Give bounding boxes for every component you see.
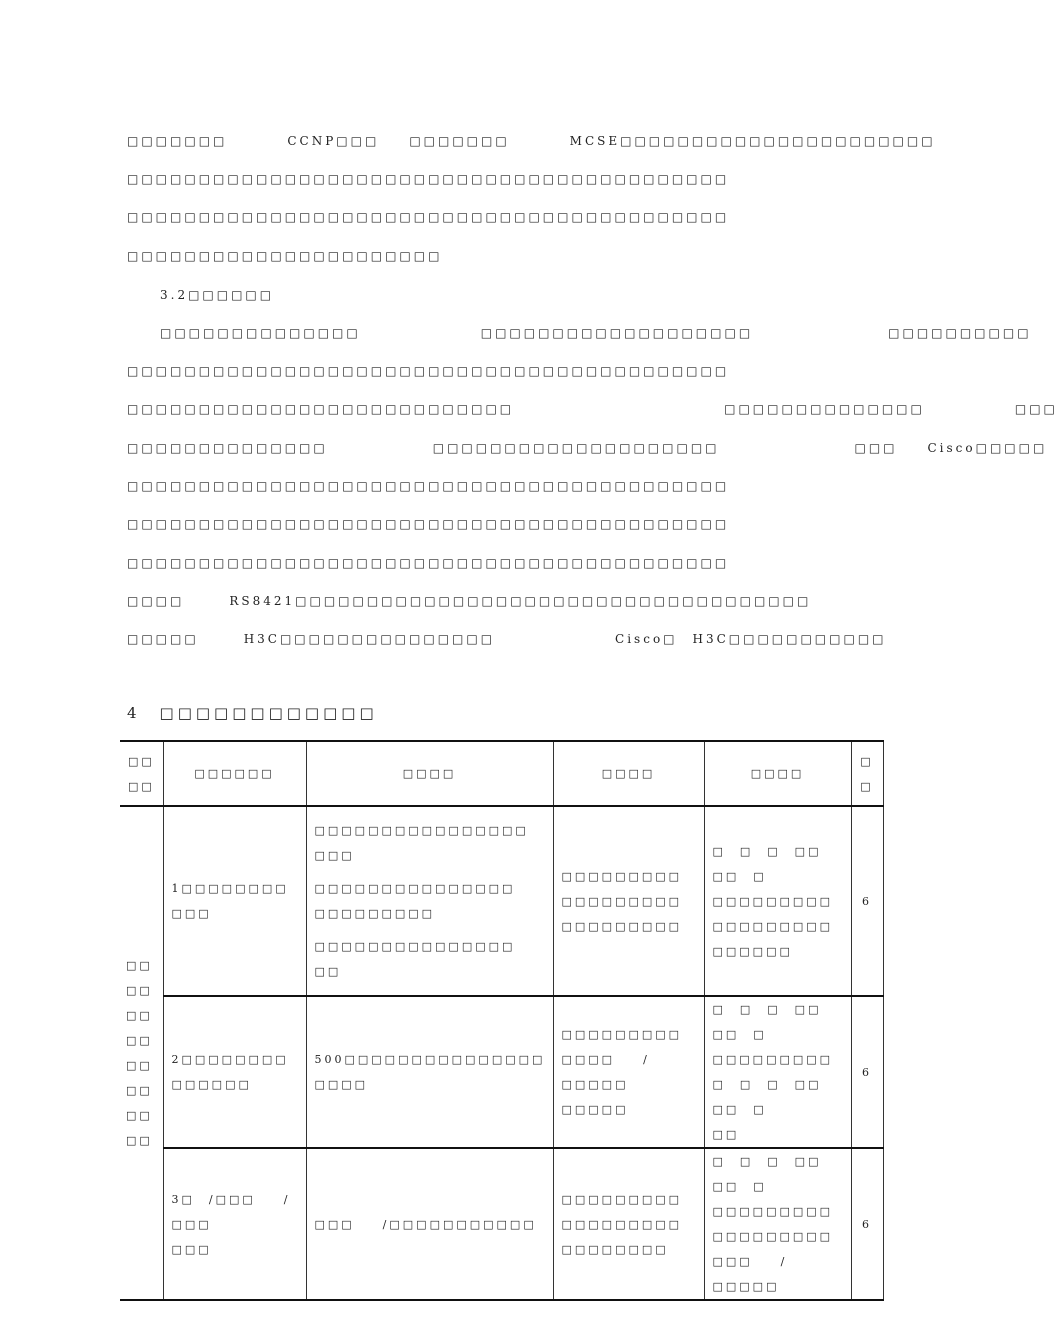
item-cell: 1□□□□□□□□ □□□ [163, 806, 306, 996]
paragraph-line: □□□□□□□□□□□□□□□□□□□□□□□□□□□□□□□□□□□□□□□□□□ [127, 479, 730, 493]
paragraph-line: □□□□□□□□□□□□□□□□□□□□□□□□□□□□□□□□□□□□□□□□□□ [127, 210, 730, 224]
paragraph-line: □□□□□□□□□□□□□□□□□□□□□□□□□□□□□□□□□□□□□□□□□□ [127, 556, 730, 570]
header-cell: □□□□ [306, 741, 553, 806]
paragraph-line: □□□□□□□□□□□□□□□□□□□□□□□□□□□ □□□□□□□□□□□□□□ □□□ [127, 402, 1058, 416]
paragraph-line: □□□□□□□□□□□□□□□□□□□□□□□□□□□□□□□□□□□□□□□□□□ [127, 364, 730, 378]
requirement-cell: □□□□□□□□□ □□□□□□□□□ □□□□□□□□ [553, 1148, 704, 1300]
content-paragraph: □□□□□□□□□□□□□□□ □□□□□□□□□ [314, 882, 516, 920]
paragraph-line: □□□□□□□□□□□□□□□□□□□□□□□□□□□□□□□□□□□□□□□□□□ [127, 517, 730, 531]
header-cell: □ □ [851, 741, 883, 806]
content-cell [306, 996, 553, 1148]
table-row [120, 996, 883, 1148]
category-cell: □□ □□ □□ □□ □□ □□ □□ □□ [120, 806, 163, 1300]
section-heading: 4 □□□□□□□□□□□□ [127, 704, 378, 722]
content-paragraph: □□□ /□□□□□□□□□□□ [314, 1217, 537, 1231]
paragraph-line: □□□□□□□□□□□□□□□□□□□□□□□□□□□□□□□□□□□□□□□□□□ [127, 172, 730, 186]
hours-cell: 6 [851, 806, 883, 996]
requirement-cell: □□□□□□□□□ □□□□□□□□□ □□□□□□□□□ [553, 806, 704, 996]
requirement-cell: □□□□□□□□□ □□□□ /□□□□□ □□□□□ [553, 996, 704, 1148]
header-cell: □□□□ [704, 741, 851, 806]
header-cell: □□□□ [553, 741, 704, 806]
hours-cell: 6 [851, 1148, 883, 1300]
paragraph-line: □□□□□ H3C□□□□□□□□□□□□□□□ Cisco□ H3C□□□□□□□□□□□ [127, 632, 887, 646]
table-header-row [120, 741, 883, 806]
method-cell: □ □ □ □□ □□ □ □□□□□□□□□ □ □ □ □□ □□ □ □□ [704, 996, 851, 1148]
content-cell [306, 1148, 553, 1300]
method-cell: □ □ □ □□ □□ □ □□□□□□□□□ □□□□□□□□□ □□□□□□ [704, 806, 851, 996]
paragraph-line: □□□□□□□ CCNP□□□ □□□□□□□ MCSE□□□□□□□□□□□□□□□□□□□□□□ [127, 134, 936, 148]
item-cell: 3□ /□□□ /□□□ □□□ [163, 1148, 306, 1300]
header-cell: □□□□□□ [163, 741, 306, 806]
header-cell: □□ □□ [120, 741, 163, 806]
paragraph-line: □□□□□□□□□□□□□□ □□□□□□□□□□□□□□□□□□□□ □□□ Cisco□□□□□ [127, 441, 1048, 455]
content-paragraph: 500□□□□□□□□□□□□□□□ □□□□ [314, 1053, 546, 1091]
paragraph-line: □□□□□□□□□□□□□□□□□□□□□□ [127, 249, 443, 263]
item-cell: 2□□□□□□□□ □□□□□□ [163, 996, 306, 1148]
table-row [120, 1148, 883, 1300]
content-paragraph: □□□□□□□□□□□□□□□ □□ [314, 940, 516, 978]
content-paragraph: □□□□□□□□□□□□□□□□ □□□ [314, 824, 529, 862]
hours-cell: 6 [851, 996, 883, 1148]
paragraph-line: □□□□ RS8421□□□□□□□□□□□□□□□□□□□□□□□□□□□□□□□□□□□□ [127, 594, 812, 608]
subsection-heading: 3.2□□□□□□ [160, 288, 275, 302]
method-cell: □ □ □ □□ □□ □ □□□□□□□□□ □□□□□□□□□ □□□ /□□□□□ [704, 1148, 851, 1300]
schedule-table [120, 740, 884, 1301]
content-cell [306, 806, 553, 996]
table-row [120, 806, 883, 996]
paragraph-line: □□□□□□□□□□□□□□ □□□□□□□□□□□□□□□□□□□ □□□□□□□□□□ [160, 326, 1032, 340]
